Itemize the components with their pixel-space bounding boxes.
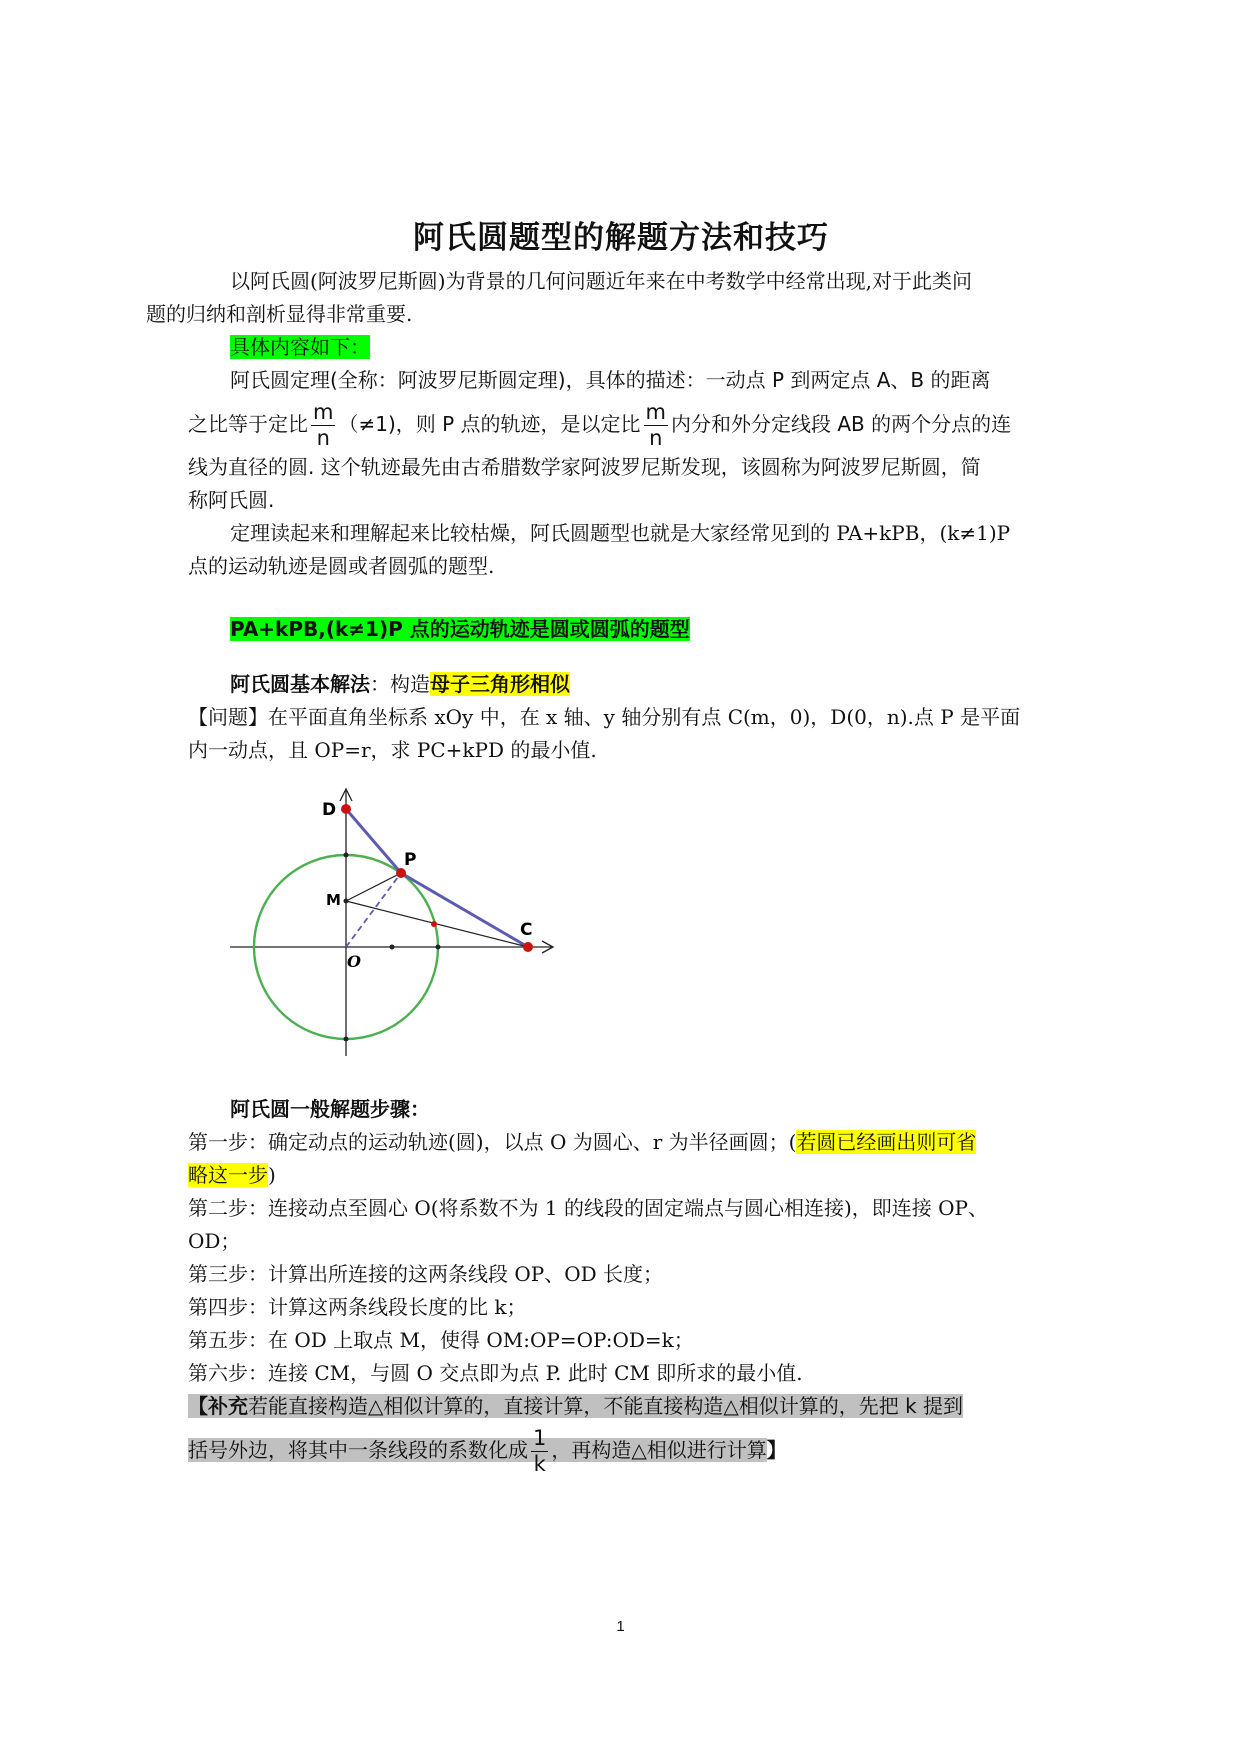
- page-number: 1: [616, 1618, 625, 1635]
- step-2-line-b: OD；: [188, 1229, 241, 1253]
- tick: [436, 945, 441, 950]
- theorem-line-3: 线为直径的圆. 这个轨迹最先由古希腊数学家阿波罗尼斯发现，该圆称为阿波罗尼斯圆，简: [188, 455, 981, 479]
- fraction-numerator: m: [645, 400, 666, 424]
- label-o: O: [347, 952, 361, 971]
- content-heading: 具体内容如下：: [230, 335, 370, 359]
- label-m: M: [326, 891, 341, 909]
- steps-heading-line: [188, 1093, 1054, 1126]
- step-1-close: ): [268, 1163, 276, 1187]
- segment-mp: [346, 873, 401, 901]
- fraction-denominator: k: [533, 1452, 546, 1476]
- supplement-label: 【补充: [188, 1394, 248, 1418]
- intro-line-1: 以阿氏圆(阿波罗尼斯圆)为背景的几何问题近年来在中考数学中经常出现,对于此类问: [230, 269, 972, 293]
- tick: [344, 853, 349, 858]
- supplement-line-2: [188, 1423, 1054, 1477]
- explain-line-1: 定理读起来和理解起来比较枯燥，阿氏圆题型也就是大家经常见到的 PA+kPB，(k≠1)P: [230, 521, 1011, 545]
- geometry-figure: [188, 781, 1054, 1081]
- spacer: [188, 583, 1054, 613]
- label-d: D: [322, 800, 337, 820]
- theorem-line-2-b: （≠1)，则 P 点的轨迹，是以定比: [338, 412, 641, 436]
- label-c: C: [520, 920, 533, 940]
- basic-method-line: [188, 668, 1054, 701]
- step-1-text: 第一步：确定动点的运动轨迹(圆)，以点 O 为圆心、r 为半径画圆；(: [188, 1130, 797, 1154]
- step-2: [188, 1192, 1054, 1258]
- supplement-line-1: [188, 1390, 1054, 1423]
- theorem-line-2-c: 内分和外分定线段 AB 的两个分点的连: [671, 412, 1012, 436]
- steps-heading: 阿氏圆一般解题步骤：: [230, 1097, 430, 1121]
- basic-method-label: 阿氏圆基本解法: [230, 672, 370, 696]
- step-1-highlight-b: 略这一步: [188, 1163, 268, 1187]
- basic-method-highlight: 母子三角形相似: [430, 672, 570, 696]
- step-2-line-a: 第二步：连接动点至圆心 O(将系数不为 1 的线段的固定端点与圆心相连接)，即连接 OP、: [188, 1196, 989, 1220]
- step-6: 第六步：连接 CM，与圆 O 交点即为点 P. 此时 CM 即所求的最小值.: [188, 1361, 803, 1385]
- fraction-denominator: n: [649, 426, 663, 450]
- spacer: [188, 646, 1054, 668]
- ratio-fraction-2: [644, 400, 668, 451]
- page-title: 阿氏圆题型的解题方法和技巧: [413, 220, 829, 256]
- problem-line-2: 内一动点，且 OP=r，求 PC+kPD 的最小值.: [188, 738, 597, 762]
- step-5: 第五步：在 OD 上取点 M，使得 OM:OP=OP:OD=k；: [188, 1328, 694, 1352]
- fraction-numerator: 1: [533, 1426, 547, 1450]
- one-over-k-fraction: [531, 1426, 548, 1477]
- step-1-highlight-a: 若圆已经画出则可省: [796, 1130, 977, 1154]
- supplement-text-2b: ，再构造△相似进行计算: [551, 1438, 767, 1462]
- intro-paragraph: [146, 265, 1054, 331]
- supplement-text-2a: 括号外边，将其中一条线段的系数化成: [188, 1438, 528, 1462]
- section-heading-line: [188, 613, 1054, 646]
- intro-line-2: 题的归纳和剖析显得非常重要.: [146, 302, 413, 326]
- supplement-close: 】: [766, 1438, 787, 1462]
- theorem-line-2: [188, 397, 1054, 451]
- theorem-line-4: 称阿氏圆.: [188, 488, 275, 512]
- problem-line-1: 【问题】在平面直角坐标系 xOy 中，在 x 轴、y 轴分别有点 C(m，0)，D(0，n).点 P 是平面: [188, 705, 1021, 729]
- apollonius-diagram: [226, 781, 566, 1081]
- fraction-denominator: n: [316, 426, 330, 450]
- step-4: 第四步：计算这两条线段长度的比 k；: [188, 1295, 527, 1319]
- theorem-line-1: 阿氏圆定理(全称：阿波罗尼斯圆定理)，具体的描述：一动点 P 到两定点 A、B 的距离: [230, 368, 991, 392]
- tick: [344, 1037, 349, 1042]
- segment-pc: [401, 873, 528, 947]
- content-heading-line: [188, 331, 1054, 364]
- basic-method-colon: ：构造: [370, 672, 430, 696]
- label-p: P: [404, 850, 417, 870]
- step-1: [188, 1126, 1054, 1192]
- explain-line-2: 点的运动轨迹是圆或者圆弧的题型.: [188, 554, 495, 578]
- content-area: [146, 212, 1054, 1477]
- fraction-numerator: m: [313, 400, 334, 424]
- point-c: [523, 942, 533, 952]
- step-3: 第三步：计算出所连接的这两条线段 OP、OD 长度；: [188, 1262, 663, 1286]
- segment-op: [346, 873, 401, 947]
- supplement-text-1: 若能直接构造△相似计算的，直接计算，不能直接构造△相似计算的，先把 k 提到: [248, 1394, 964, 1418]
- section-heading: PA+kPB,(k≠1)P 点的运动轨迹是圆或圆弧的题型: [230, 617, 690, 641]
- segment-dp: [346, 809, 401, 873]
- point-d: [341, 804, 351, 814]
- ratio-fraction-1: [311, 400, 335, 451]
- intersection-point: [431, 921, 437, 927]
- theorem-line-2-a: 之比等于定比: [188, 412, 308, 436]
- supplement-block: [188, 1426, 767, 1476]
- tick: [390, 945, 395, 950]
